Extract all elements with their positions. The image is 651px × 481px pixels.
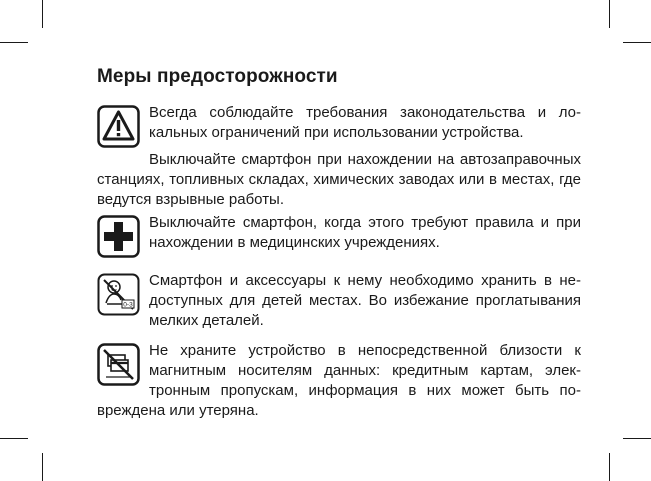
warning-triangle-icon [97,105,140,148]
age-label: 0-3 [123,301,133,309]
crop-mark-left-top [0,42,28,43]
crop-mark-right-bottom [623,438,651,439]
crop-mark-left-bottom [0,438,28,439]
crop-mark-bottom-left [42,453,43,481]
page-title: Меры предосторожности [97,66,338,87]
crop-mark-top-right [609,0,610,28]
section-4-paragraph-1: Не храните устройство в непосредственной близости к магнитным носителям данных: кредитным картам, электронным пропускам, информация в них может быть повреждена или утеряна. [97,342,581,419]
crop-mark-bottom-right [609,453,610,481]
section-3-paragraph-1: Смартфон и аксессуары к нему необходимо хранить в недоступных для детей местах. Во избежание проглатывания мелких деталей. [149,272,581,329]
medical-cross-icon [97,215,140,258]
crop-mark-right-top [623,42,651,43]
section-1-paragraph-2: Выключайте смартфон при нахождении на автозаправочных станциях, топливных складах, химических заводах или в местах, где ведутся взрывные работы. [97,151,581,208]
section-1-paragraph-1: Всегда соблюдайте требования законодательства и локальных ограничений при использовании устройства. [149,104,581,141]
section-2-paragraph-1: Выключайте смартфон, когда этого требуют правила и при нахождении в медицинских учреждениях. [149,214,581,251]
keep-away-from-children-icon [97,273,140,316]
icon-float-spacer [97,341,149,401]
crop-mark-top-left [42,0,43,28]
